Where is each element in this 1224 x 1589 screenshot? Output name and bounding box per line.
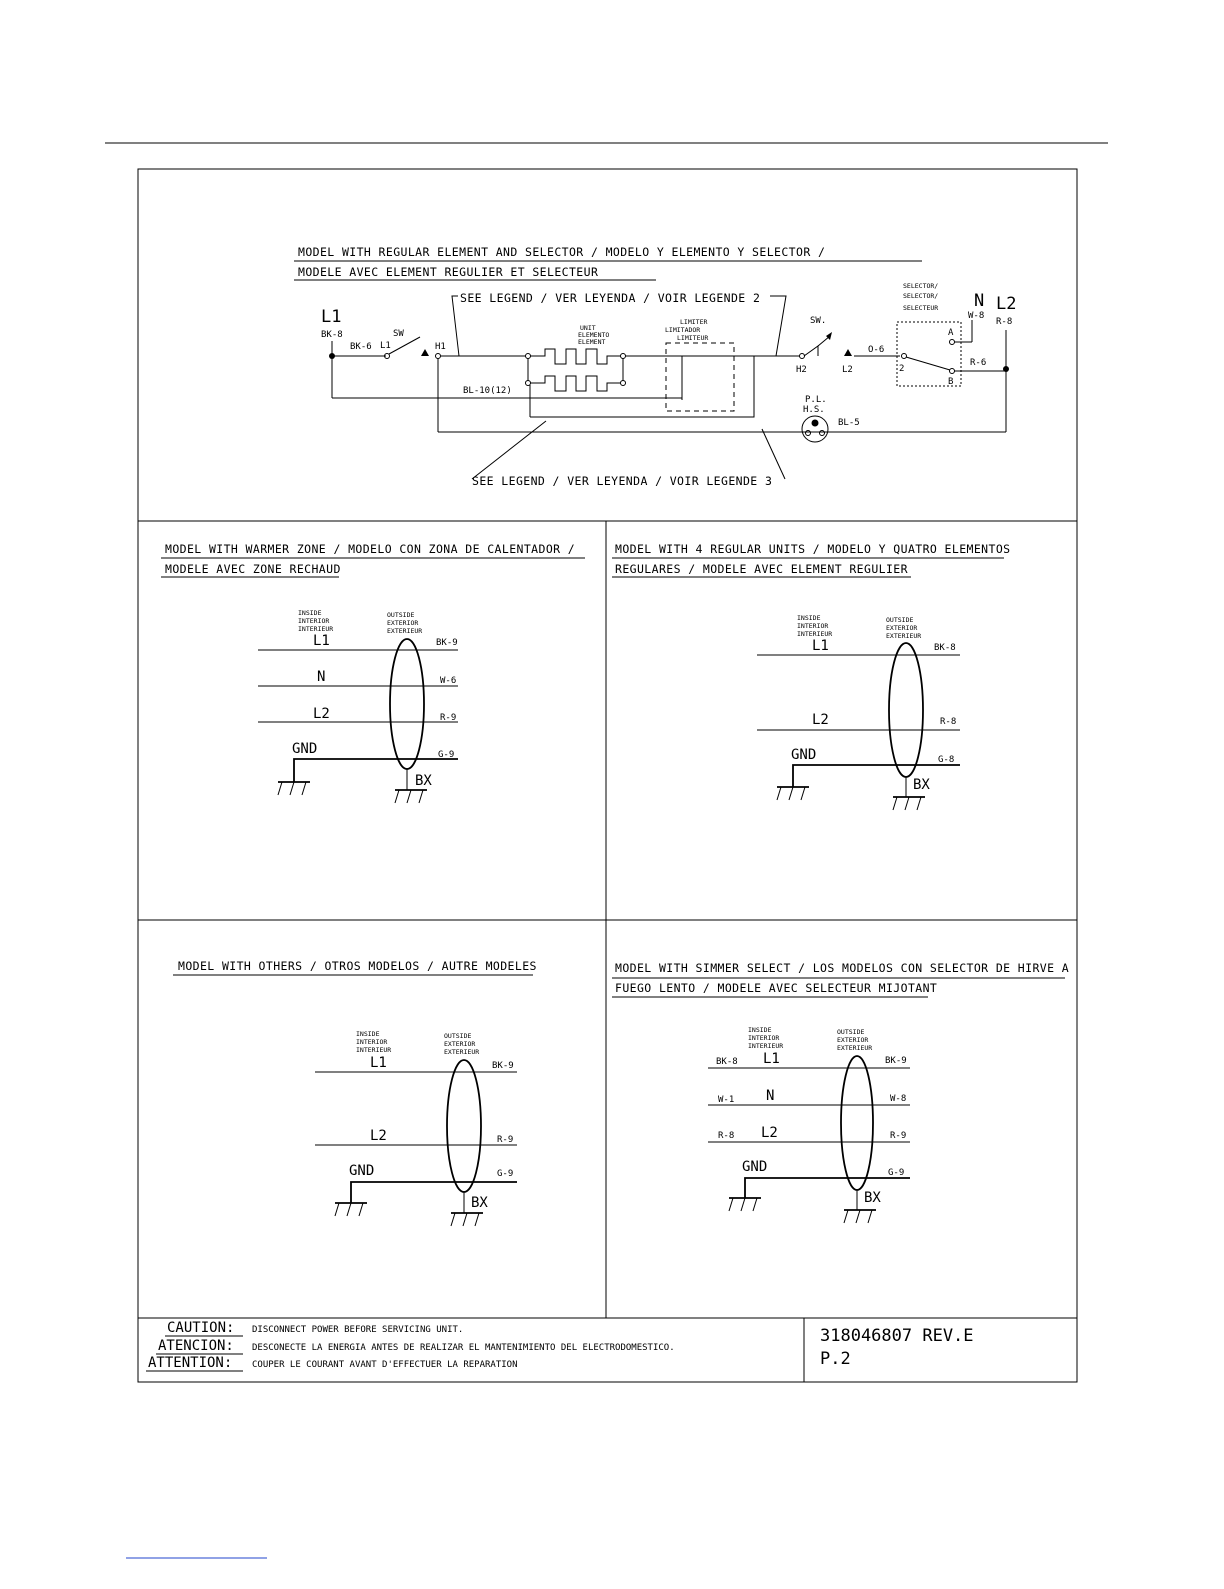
svg-text:G-8: G-8	[938, 755, 955, 765]
svg-text:L1: L1	[380, 341, 391, 351]
panel1-title-line1: MODEL WITH REGULAR ELEMENT AND SELECTOR / MODELO Y ELEMENTO Y SELECTOR /	[298, 245, 826, 259]
footer-warnings	[146, 1320, 675, 1371]
caution-text: DISCONNECT POWER BEFORE SERVICING UNIT.	[252, 1325, 464, 1335]
cable-bundle	[390, 639, 424, 769]
svg-text:G-9: G-9	[438, 750, 455, 760]
svg-text:ELEMENTO: ELEMENTO	[578, 331, 610, 339]
svg-text:EXTERIEUR: EXTERIEUR	[886, 632, 922, 640]
svg-text:BX: BX	[415, 773, 432, 789]
svg-text:INTERIEUR: INTERIEUR	[797, 630, 833, 638]
panel5-title-line2: FUEGO LENTO / MODELE AVEC SELECTEUR MIJOTANT	[615, 981, 938, 995]
panel3-title-line2: REGULARES / MODELE AVEC ELEMENT REGULIER	[615, 562, 908, 576]
attention-label: ATTENTION:	[148, 1355, 233, 1371]
ground-symbol-bx	[893, 797, 925, 810]
svg-text:BX: BX	[864, 1190, 881, 1206]
svg-text:L2: L2	[842, 365, 853, 375]
l1-wire-code: BK-8	[321, 330, 343, 340]
svg-text:L2: L2	[761, 1125, 778, 1141]
svg-text:A: A	[948, 328, 954, 338]
heating-element	[526, 324, 626, 391]
svg-text:BX: BX	[913, 777, 930, 793]
svg-text:GND: GND	[349, 1163, 375, 1179]
svg-text:INTERIOR: INTERIOR	[797, 622, 829, 630]
svg-text:LIMITEUR: LIMITEUR	[677, 334, 709, 342]
svg-text:W-8: W-8	[968, 311, 985, 321]
svg-text:INSIDE: INSIDE	[298, 609, 322, 617]
page-number: P.2	[820, 1349, 851, 1369]
svg-text:L1: L1	[370, 1055, 387, 1071]
ground-symbol-bx	[395, 790, 427, 803]
svg-text:INTERIEUR: INTERIEUR	[298, 625, 334, 633]
svg-text:INSIDE: INSIDE	[356, 1030, 380, 1038]
svg-text:L2: L2	[370, 1128, 387, 1144]
panel4-title: MODEL WITH OTHERS / OTROS MODELOS / AUTRE MODELES	[178, 959, 537, 973]
svg-text:2: 2	[899, 364, 905, 374]
switch-sw-blade	[389, 337, 420, 354]
svg-text:SELECTOR/: SELECTOR/	[903, 282, 939, 290]
panel-4-regular-units	[612, 542, 1010, 810]
svg-text:GND: GND	[791, 747, 817, 763]
outer-frame	[138, 169, 1077, 1382]
svg-text:W-1: W-1	[718, 1095, 735, 1105]
svg-text:H1: H1	[435, 342, 446, 352]
wire-gnd	[294, 759, 458, 782]
svg-text:INTERIOR: INTERIOR	[748, 1034, 780, 1042]
cable-bundle	[841, 1056, 873, 1190]
svg-text:BL-5: BL-5	[838, 418, 860, 428]
svg-text:L1: L1	[313, 633, 330, 649]
ground-symbol-left	[729, 1198, 761, 1211]
svg-text:OUTSIDE: OUTSIDE	[886, 616, 914, 624]
atencion-text: DESCONECTE LA ENERGIA ANTES DE REALIZAR EL MANTENIMIENTO DEL ELECTRODOMESTICO.	[252, 1343, 675, 1353]
svg-text:H.S.: H.S.	[803, 405, 825, 415]
svg-text:LIMITADOR: LIMITADOR	[665, 326, 701, 334]
part-number: 318046807 REV.E	[820, 1326, 974, 1346]
svg-text:SW: SW	[393, 329, 404, 339]
svg-text:BK-6: BK-6	[350, 342, 372, 352]
svg-text:SW.: SW.	[810, 316, 827, 326]
svg-text:R-6: R-6	[970, 358, 987, 368]
svg-text:BK-8: BK-8	[934, 643, 956, 653]
panel-others	[173, 959, 537, 1226]
svg-text:INSIDE: INSIDE	[748, 1026, 772, 1034]
svg-text:GND: GND	[292, 741, 318, 757]
pilot-light	[802, 395, 860, 442]
svg-text:R-8: R-8	[718, 1131, 735, 1141]
selector-switch	[897, 282, 1006, 387]
panel-warmer-zone	[161, 542, 585, 803]
l2-terminal-label: L2	[996, 294, 1017, 314]
ground-symbol-bx	[451, 1213, 483, 1226]
svg-text:LIMITER: LIMITER	[680, 318, 708, 326]
svg-text:EXTERIOR: EXTERIOR	[886, 624, 918, 632]
cable-bundle	[447, 1060, 481, 1192]
wire-gnd	[745, 1178, 910, 1198]
ground-symbol-left	[278, 782, 310, 795]
svg-text:EXTERIOR: EXTERIOR	[444, 1040, 476, 1048]
svg-text:R-9: R-9	[440, 713, 457, 723]
svg-text:W-8: W-8	[890, 1094, 907, 1104]
panel1-title-line2: MODELE AVEC ELEMENT REGULIER ET SELECTEUR	[298, 265, 599, 279]
svg-text:W-6: W-6	[440, 676, 457, 686]
svg-text:B: B	[948, 377, 954, 387]
svg-text:UNIT: UNIT	[580, 324, 596, 332]
panel2-title-line1: MODEL WITH WARMER ZONE / MODELO CON ZONA DE CALENTADOR /	[165, 542, 576, 556]
svg-text:EXTERIOR: EXTERIOR	[837, 1036, 869, 1044]
svg-text:R-9: R-9	[890, 1131, 907, 1141]
svg-text:EXTERIEUR: EXTERIEUR	[444, 1048, 480, 1056]
panel-regular-element-selector	[294, 245, 1016, 488]
svg-text:ELEMENT: ELEMENT	[578, 338, 606, 346]
svg-text:L1: L1	[812, 638, 829, 654]
svg-text:L2: L2	[812, 712, 829, 728]
svg-text:SELECTOR/: SELECTOR/	[903, 292, 939, 300]
ground-symbol-bx	[844, 1210, 876, 1223]
svg-text:O-6: O-6	[868, 345, 885, 355]
panel2-title-line2: MODELE AVEC ZONE RECHAUD	[165, 562, 341, 576]
panel-simmer-select	[612, 961, 1069, 1223]
svg-text:INSIDE: INSIDE	[797, 614, 821, 622]
svg-text:N: N	[766, 1088, 775, 1104]
svg-text:R-8: R-8	[940, 717, 957, 727]
ground-symbol-left	[777, 787, 809, 800]
wire-gnd	[793, 765, 960, 787]
n-terminal-label: N	[974, 291, 985, 311]
l1-terminal-label: L1	[321, 307, 342, 327]
svg-text:EXTERIEUR: EXTERIEUR	[387, 627, 423, 635]
svg-text:BX: BX	[471, 1195, 488, 1211]
junction-dot-l2	[1003, 366, 1009, 372]
svg-text:INTERIOR: INTERIOR	[298, 617, 330, 625]
svg-text:OUTSIDE: OUTSIDE	[387, 611, 415, 619]
svg-text:OUTSIDE: OUTSIDE	[444, 1032, 472, 1040]
caution-label: CAUTION:	[167, 1320, 235, 1336]
svg-text:GND: GND	[742, 1159, 768, 1175]
svg-text:BK-8: BK-8	[716, 1057, 738, 1067]
svg-text:OUTSIDE: OUTSIDE	[837, 1028, 865, 1036]
svg-text:BK-9: BK-9	[885, 1056, 907, 1066]
svg-text:INTERIEUR: INTERIEUR	[748, 1042, 784, 1050]
attention-text: COUPER LE COURANT AVANT D'EFFECTUER LA REPARATION	[252, 1360, 518, 1370]
panel5-title-line1: MODEL WITH SIMMER SELECT / LOS MODELOS CON SELECTOR DE HIRVE A	[615, 961, 1070, 975]
svg-text:N: N	[317, 669, 326, 685]
svg-text:EXTERIEUR: EXTERIEUR	[837, 1044, 873, 1052]
panel3-title-line1: MODEL WITH 4 REGULAR UNITS / MODELO Y QUATRO ELEMENTOS	[615, 542, 1011, 556]
svg-text:H2: H2	[796, 365, 807, 375]
legend-3-callout: SEE LEGEND / VER LEYENDA / VOIR LEGENDE 3	[472, 474, 773, 488]
ground-symbol-left	[335, 1203, 367, 1216]
svg-text:SELECTEUR: SELECTEUR	[903, 304, 939, 312]
wire-gnd	[351, 1182, 517, 1203]
switch-sw2	[804, 346, 818, 356]
svg-text:EXTERIOR: EXTERIOR	[387, 619, 419, 627]
svg-text:R-8: R-8	[996, 317, 1013, 327]
svg-text:INTERIOR: INTERIOR	[356, 1038, 388, 1046]
svg-text:R-9: R-9	[497, 1135, 514, 1145]
svg-text:L2: L2	[313, 706, 330, 722]
svg-text:BK-9: BK-9	[492, 1061, 514, 1071]
svg-text:P.L.: P.L.	[805, 395, 827, 405]
svg-text:BK-9: BK-9	[436, 638, 458, 648]
bl10-wire-code: BL-10(12)	[463, 386, 512, 396]
atencion-label: ATENCION:	[158, 1338, 234, 1354]
svg-text:L1: L1	[763, 1051, 780, 1067]
svg-text:G-9: G-9	[497, 1169, 514, 1179]
cable-bundle	[889, 643, 923, 777]
svg-text:INTERIEUR: INTERIEUR	[356, 1046, 392, 1054]
legend-2-callout: SEE LEGEND / VER LEYENDA / VOIR LEGENDE 2	[460, 291, 761, 305]
svg-text:G-9: G-9	[888, 1168, 905, 1178]
